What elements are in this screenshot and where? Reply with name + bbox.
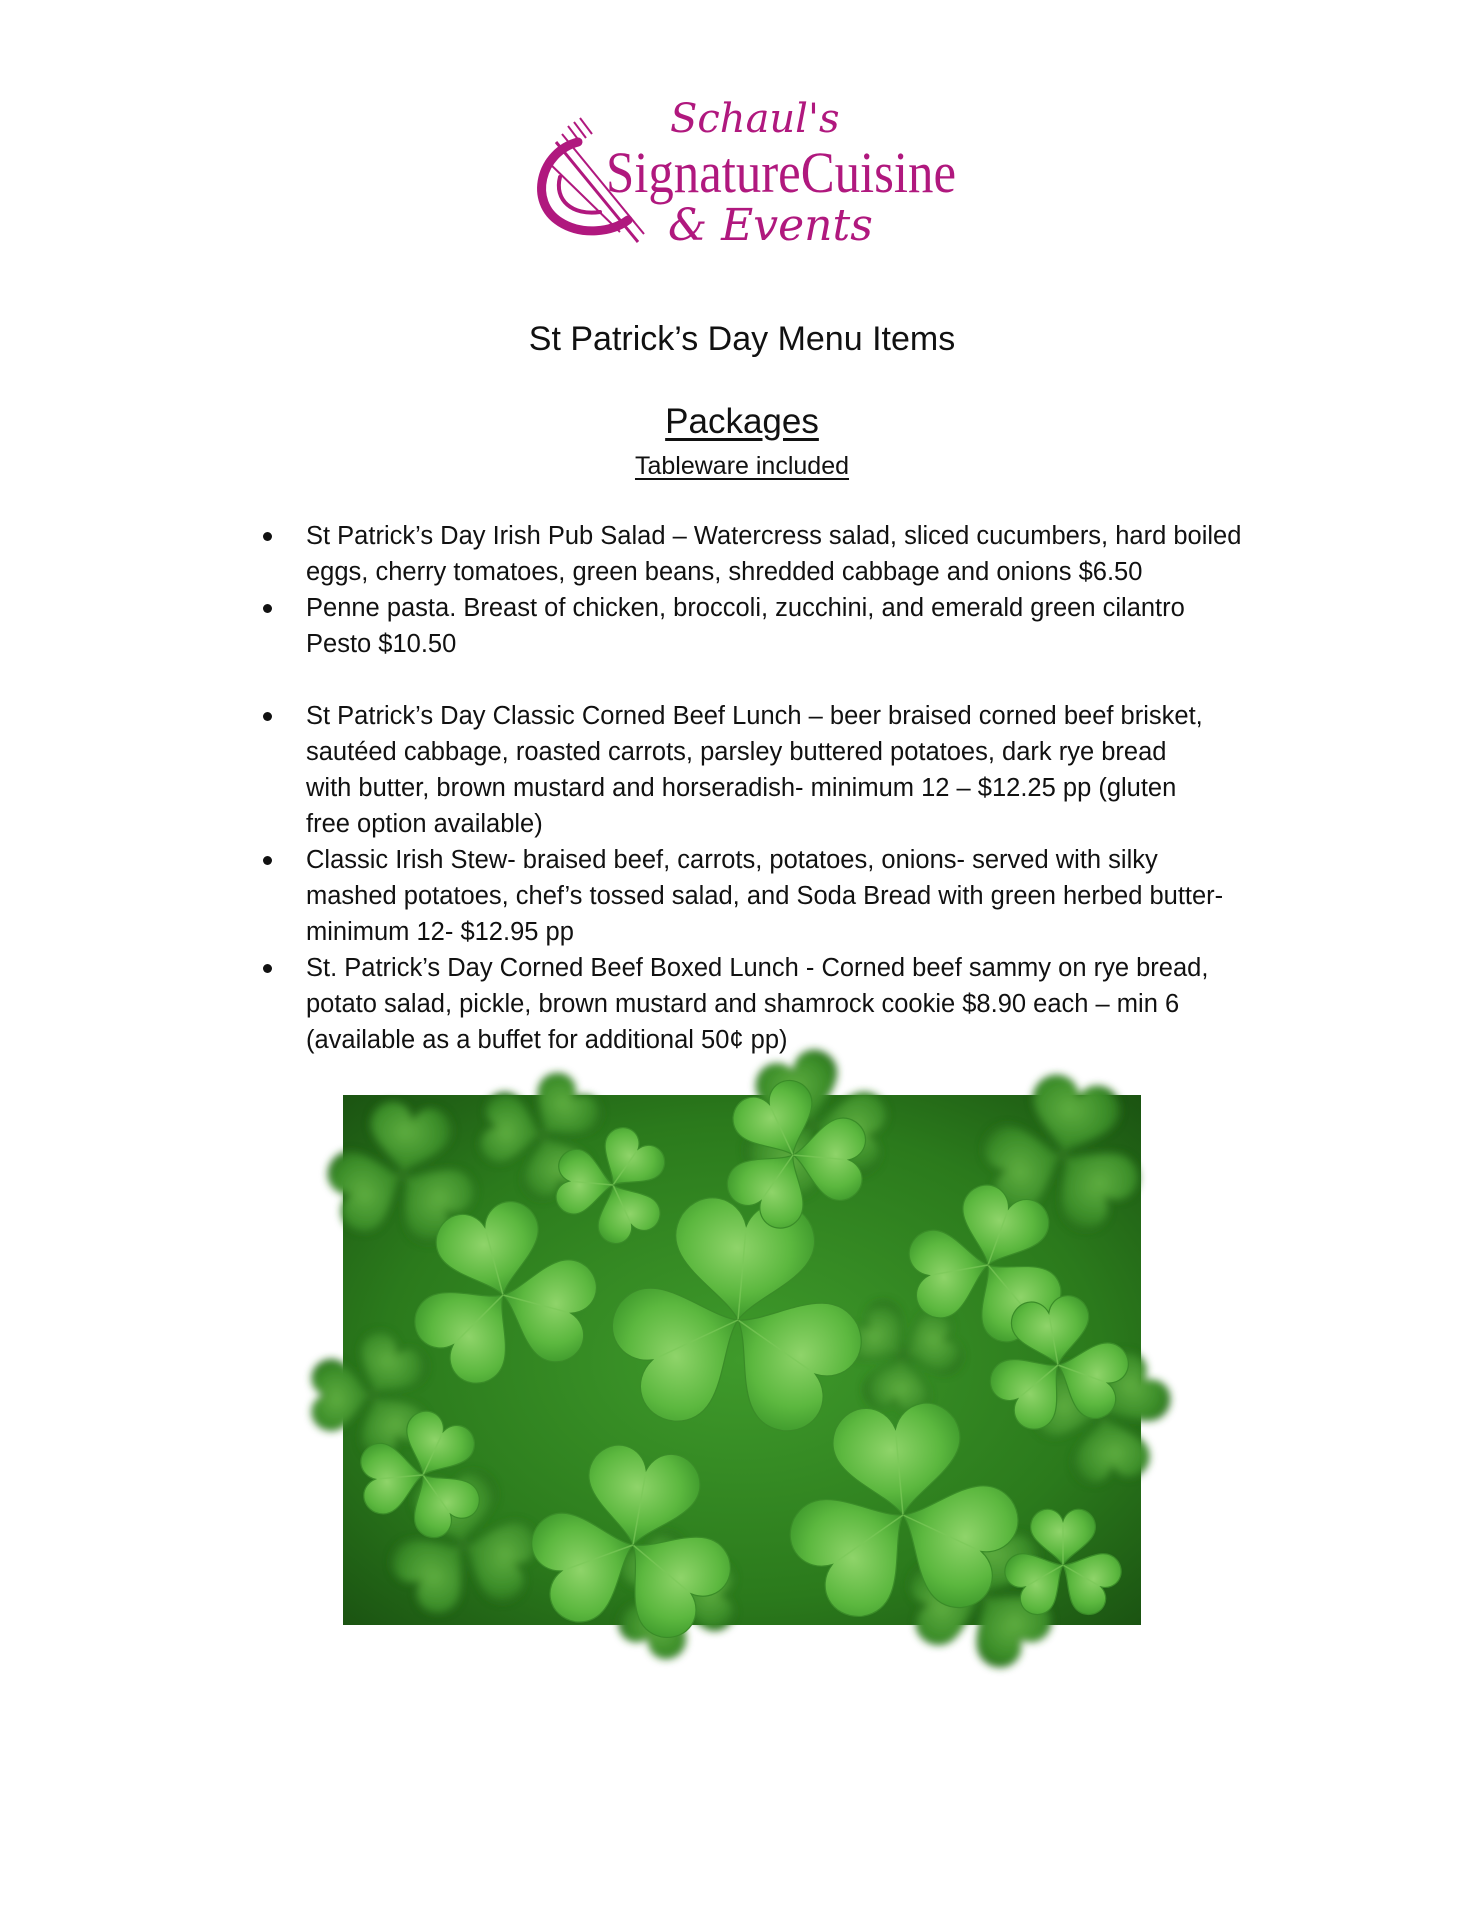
menu-item-line: St Patrick’s Day Classic Corned Beef Lunch – beer braised corned beef brisket, (306, 702, 1203, 730)
menu-item-line: sautéed cabbage, roasted carrots, parsley buttered potatoes, dark rye bread (306, 738, 1167, 766)
company-logo (520, 82, 960, 252)
menu-item-corned-beef-lunch (258, 698, 1268, 842)
clover-leaves-illustration (343, 1095, 1141, 1625)
menu-item-line: Penne pasta. Breast of chicken, broccoli, zucchini, and emerald green cilantro (306, 594, 1185, 622)
menu-item-line: Pesto $10.50 (306, 630, 457, 658)
menu-item-penne-pasta (258, 590, 1268, 662)
menu-item-line: mashed potatoes, chef’s tossed salad, and Soda Bread with green herbed butter- (306, 882, 1224, 910)
menu-item-line: free option available) (306, 810, 543, 838)
menu-item-line: minimum 12- $12.95 pp (306, 918, 574, 946)
logo-line-events: & Events (668, 200, 873, 251)
menu-item-line: (available as a buffet for additional 50¢ pp) (306, 1026, 788, 1054)
menu-item-line: St Patrick’s Day Irish Pub Salad – Watercress salad, sliced cucumbers, hard boiled (306, 522, 1242, 550)
section-subtitle: Tableware included (634, 452, 850, 480)
menu-item-boxed-lunch (258, 950, 1268, 1058)
clover-leaves-photo (343, 1095, 1141, 1625)
company-logo-graphic (520, 82, 960, 252)
menu-item-line: eggs, cherry tomatoes, green beans, shredded cabbage and onions $6.50 (306, 558, 1143, 586)
menu-item-line: potato salad, pickle, brown mustard and shamrock cookie $8.90 each – min 6 (306, 990, 1180, 1018)
menu-item-list (258, 518, 1268, 1058)
menu-item-line: St. Patrick’s Day Corned Beef Boxed Lunch - Corned beef sammy on rye bread, (306, 954, 1209, 982)
section-title-packages: Packages (665, 402, 819, 441)
menu-item-line: with butter, brown mustard and horseradish- minimum 12 – $12.25 pp (gluten (306, 774, 1177, 802)
logo-line-signature-cuisine: SignatureCuisine (606, 140, 956, 205)
logo-line-schauls: Schaul's (670, 96, 840, 142)
menu-item-pub-salad (258, 518, 1268, 590)
menu-item-line: Classic Irish Stew- braised beef, carrots, potatoes, onions- served with silky (306, 846, 1158, 874)
document-title: St Patrick’s Day Menu Items (528, 320, 956, 358)
menu-item-irish-stew (258, 842, 1268, 950)
